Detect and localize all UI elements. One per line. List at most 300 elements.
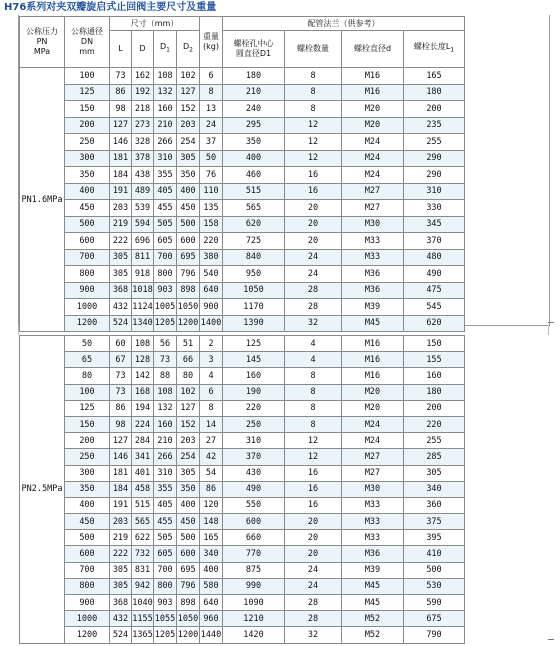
table-cell: 1155 — [132, 611, 154, 627]
table-cell: 168 — [132, 384, 154, 400]
table-cell: 490 — [404, 266, 465, 283]
table-cell: 200 — [65, 117, 110, 134]
table-cell: 28 — [285, 595, 342, 611]
table-cell: 191 — [110, 183, 132, 200]
table-cell: 696 — [132, 233, 154, 250]
table-cell: 1050 — [223, 282, 285, 299]
table-cell: 350 — [223, 134, 285, 151]
table-cell: 152 — [177, 101, 200, 118]
table-cell: 796 — [177, 266, 200, 283]
table-cell: 56 — [154, 336, 177, 352]
table-cell: 28 — [285, 611, 342, 627]
table-cell: 900 — [65, 595, 110, 611]
table-cell: 219 — [110, 530, 132, 546]
table-cell: M16 — [342, 368, 404, 384]
table-cell: 410 — [404, 546, 465, 562]
table-cell: M52 — [342, 611, 404, 627]
table-cell: 1365 — [132, 627, 154, 643]
table-cell: 600 — [177, 233, 200, 250]
table-cell: 530 — [404, 578, 465, 594]
table-cell: 831 — [132, 562, 154, 578]
page-title: H76系列对夹双瓣旋启式止回阀主要尺寸及重量 — [4, 2, 217, 13]
table-cell: 725 — [223, 233, 285, 250]
table-cell: 400 — [223, 150, 285, 167]
table-cell: 1090 — [223, 595, 285, 611]
table-cell: 380 — [200, 249, 223, 266]
table-cell: 500 — [177, 530, 200, 546]
table-cell: M24 — [342, 433, 404, 449]
table-cell: 218 — [132, 101, 154, 118]
table-cell: 210 — [223, 84, 285, 101]
table-cell: 305 — [177, 150, 200, 167]
table-cell: M39 — [342, 562, 404, 578]
table-cell: 490 — [223, 481, 285, 497]
table-cell: 132 — [154, 84, 177, 101]
table-cell: 1000 — [65, 299, 110, 316]
table-cell: 125 — [65, 400, 110, 416]
table-cell: 42 — [200, 449, 223, 465]
header-d2: $D_2$ — [177, 31, 200, 68]
table-cell: 500 — [404, 562, 465, 578]
table-cell: 12 — [285, 134, 342, 151]
table-row — [20, 611, 465, 627]
table-cell: 605 — [154, 546, 177, 562]
table-cell: 918 — [132, 266, 154, 283]
table-cell: 102 — [177, 68, 200, 85]
table-cell: 8 — [285, 68, 342, 85]
table-cell: 235 — [404, 117, 465, 134]
table-cell: 640 — [200, 282, 223, 299]
table-cell: 184 — [110, 481, 132, 497]
table-cell: 254 — [177, 134, 200, 151]
table-row — [20, 416, 465, 432]
table-cell: 600 — [223, 514, 285, 530]
table-cell: 24 — [285, 249, 342, 266]
table-cell: 16 — [285, 465, 342, 481]
table-cell: 220 — [223, 400, 285, 416]
table-cell: 88 — [154, 368, 177, 384]
header-l: L — [110, 31, 132, 68]
table-row — [20, 84, 465, 101]
table-cell: 12 — [285, 449, 342, 465]
table-cell: 1420 — [223, 627, 285, 643]
table-cell: 310 — [223, 433, 285, 449]
table-cell: 150 — [65, 416, 110, 432]
table-row — [20, 449, 465, 465]
table-cell: 20 — [285, 200, 342, 217]
table-cell: 8 — [285, 384, 342, 400]
table-cell: 800 — [65, 266, 110, 283]
table-row — [20, 266, 465, 283]
header-d: D — [132, 31, 154, 68]
table-cell: 328 — [132, 134, 154, 151]
table-cell: M30 — [342, 481, 404, 497]
table-cell: 455 — [154, 514, 177, 530]
table-cell: 580 — [200, 578, 223, 594]
table-cell: M45 — [342, 315, 404, 332]
table-cell: 194 — [132, 400, 154, 416]
table-cell: 203 — [110, 514, 132, 530]
table-cell: 100 — [65, 68, 110, 85]
table-row — [20, 514, 465, 530]
table-row — [20, 481, 465, 497]
table-row — [20, 117, 465, 134]
table-cell: M16 — [342, 68, 404, 85]
table-cell: 900 — [200, 299, 223, 316]
table-cell: 400 — [65, 183, 110, 200]
table-cell: 305 — [404, 465, 465, 481]
table-cell: 14 — [200, 416, 223, 432]
table-cell: 368 — [110, 282, 132, 299]
table-cell: 489 — [132, 183, 154, 200]
table-cell: M33 — [342, 497, 404, 513]
header-dn: 公称通径 DN mm — [65, 17, 110, 68]
table-cell: 12 — [285, 150, 342, 167]
table-cell: 450 — [65, 200, 110, 217]
table-cell: 203 — [110, 200, 132, 217]
table-cell: 875 — [223, 562, 285, 578]
table-row — [20, 546, 465, 562]
table-cell: M33 — [342, 233, 404, 250]
table-cell: 950 — [223, 266, 285, 283]
table-cell: 190 — [223, 384, 285, 400]
table-cell: 28 — [285, 299, 342, 316]
table-cell: 515 — [223, 183, 285, 200]
table-cell: 1440 — [200, 627, 223, 643]
table-body-pn25 — [20, 336, 465, 644]
table-cell: 700 — [154, 249, 177, 266]
table-cell: 594 — [132, 216, 154, 233]
table-cell: 370 — [223, 449, 285, 465]
table-cell: 370 — [404, 233, 465, 250]
table-cell: 8 — [200, 400, 223, 416]
table-cell: M36 — [342, 266, 404, 283]
table-cell: 285 — [404, 449, 465, 465]
table-cell: M27 — [342, 183, 404, 200]
table-cell: 360 — [404, 497, 465, 513]
table-cell: 432 — [110, 299, 132, 316]
table-cell: 524 — [110, 315, 132, 332]
table-cell: 12 — [285, 117, 342, 134]
table-row — [20, 465, 465, 481]
table-cell: 54 — [200, 465, 223, 481]
table-cell: 330 — [404, 200, 465, 217]
table-cell: M24 — [342, 150, 404, 167]
table-row — [20, 336, 465, 352]
table-cell: 127 — [110, 433, 132, 449]
table-cell: 240 — [223, 101, 285, 118]
table-cell: 284 — [132, 433, 154, 449]
table-cell: 350 — [65, 167, 110, 184]
table-cell: 600 — [65, 233, 110, 250]
table-cell: 540 — [200, 266, 223, 283]
table-cell: 368 — [110, 595, 132, 611]
table-cell: 400 — [177, 183, 200, 200]
table-row — [20, 400, 465, 416]
table-cell: 180 — [223, 68, 285, 85]
table-row — [20, 315, 465, 332]
table-cell: 73 — [110, 384, 132, 400]
header-d1: $D_1$ — [154, 31, 177, 68]
table-cell: 181 — [110, 465, 132, 481]
table-cell: 700 — [65, 562, 110, 578]
table-cell: 73 — [154, 352, 177, 368]
table-cell: 942 — [132, 578, 154, 594]
table-cell: 160 — [154, 101, 177, 118]
table-cell: 840 — [223, 249, 285, 266]
table-cell: 181 — [110, 150, 132, 167]
table-cell: 250 — [223, 416, 285, 432]
table-cell: 800 — [154, 578, 177, 594]
table-cell: 305 — [177, 465, 200, 481]
table-cell: M20 — [342, 384, 404, 400]
table-cell: 898 — [177, 282, 200, 299]
dimension-table-pn25 — [19, 335, 465, 644]
table-cell: 13 — [200, 101, 223, 118]
table-cell: 162 — [132, 68, 154, 85]
table-cell: 898 — [177, 595, 200, 611]
table-cell: 305 — [110, 562, 132, 578]
table-cell: 1400 — [200, 315, 223, 332]
table-row — [20, 200, 465, 217]
table-cell: M27 — [342, 449, 404, 465]
table-cell: 2 — [200, 336, 223, 352]
table-row — [20, 368, 465, 384]
table-cell: 160 — [404, 368, 465, 384]
table-cell: 145 — [223, 352, 285, 368]
table-row — [20, 68, 465, 85]
table-cell: 811 — [132, 249, 154, 266]
table-body-pn16 — [20, 68, 465, 332]
table-cell: 37 — [200, 134, 223, 151]
table-cell: 903 — [154, 282, 177, 299]
table-cell: 108 — [154, 384, 177, 400]
table-row — [20, 183, 465, 200]
table-cell: 400 — [200, 562, 223, 578]
table-cell: 135 — [200, 200, 223, 217]
table-cell: 305 — [110, 578, 132, 594]
table-cell: M33 — [342, 530, 404, 546]
table-cell: M36 — [342, 282, 404, 299]
table-cell: 565 — [223, 200, 285, 217]
table-cell: 620 — [223, 216, 285, 233]
table-cell: 108 — [154, 68, 177, 85]
table-cell: 210 — [154, 433, 177, 449]
table-cell: 66 — [177, 352, 200, 368]
table-cell: 350 — [177, 481, 200, 497]
table-cell: 128 — [132, 352, 154, 368]
table-cell: 395 — [404, 530, 465, 546]
table-cell: 86 — [110, 400, 132, 416]
table-cell: M16 — [342, 352, 404, 368]
header-pressure: 公称压力 PN MPa — [20, 17, 65, 68]
table-cell: 20 — [285, 514, 342, 530]
table-cell: 8 — [285, 368, 342, 384]
table-row — [20, 134, 465, 151]
table-cell: M33 — [342, 514, 404, 530]
table-cell: 345 — [404, 216, 465, 233]
table-cell: 210 — [154, 117, 177, 134]
table-cell: 378 — [132, 150, 154, 167]
table-cell: 340 — [404, 481, 465, 497]
table-cell: 158 — [200, 216, 223, 233]
table-cell: 1000 — [65, 611, 110, 627]
table-cell: M27 — [342, 465, 404, 481]
table-row — [20, 167, 465, 184]
page-gap-line — [548, 325, 549, 335]
table-cell: M45 — [342, 578, 404, 594]
table-cell: 1200 — [177, 315, 200, 332]
table-cell: 430 — [223, 465, 285, 481]
table-cell: 295 — [223, 117, 285, 134]
table-cell: 24 — [200, 117, 223, 134]
table-cell: 200 — [404, 101, 465, 118]
table-cell: 16 — [285, 183, 342, 200]
dimension-table-pn16 — [19, 16, 465, 332]
table-cell: 550 — [223, 497, 285, 513]
table-cell: 86 — [110, 84, 132, 101]
table-cell: 73 — [110, 368, 132, 384]
table-cell: 160 — [154, 416, 177, 432]
table-cell: 290 — [404, 150, 465, 167]
table-cell: 65 — [65, 352, 110, 368]
table-cell: M52 — [342, 627, 404, 643]
table-cell: M27 — [342, 200, 404, 217]
table-cell: 203 — [177, 117, 200, 134]
table-cell: 250 — [65, 134, 110, 151]
table-cell: 20 — [285, 530, 342, 546]
table-row — [20, 299, 465, 316]
table-cell: 695 — [177, 562, 200, 578]
table-cell: 8 — [285, 101, 342, 118]
table-cell: 1200 — [65, 627, 110, 643]
table-cell: 660 — [223, 530, 285, 546]
table-cell: M45 — [342, 595, 404, 611]
table-cell: M16 — [342, 336, 404, 352]
table-cell: 3 — [200, 352, 223, 368]
table-cell: 1200 — [65, 315, 110, 332]
table-cell: 375 — [404, 514, 465, 530]
table-cell: 110 — [200, 183, 223, 200]
table-cell: 600 — [65, 546, 110, 562]
table-cell: 146 — [110, 134, 132, 151]
table-row — [20, 578, 465, 594]
table-cell: 1040 — [132, 595, 154, 611]
table-cell: 98 — [110, 416, 132, 432]
table-cell: 1124 — [132, 299, 154, 316]
table-cell: 524 — [110, 627, 132, 643]
table-cell: 32 — [285, 627, 342, 643]
table-cell: 50 — [65, 336, 110, 352]
table-cell: 458 — [132, 481, 154, 497]
table-cell: 273 — [132, 117, 154, 134]
table-row — [20, 595, 465, 611]
table-cell: 341 — [132, 449, 154, 465]
table-cell: 539 — [132, 200, 154, 217]
table-cell: 300 — [65, 465, 110, 481]
header-size: 尺寸（mm） — [110, 17, 200, 31]
table-row — [20, 530, 465, 546]
table-cell: 192 — [132, 84, 154, 101]
table-cell: 80 — [65, 368, 110, 384]
table-cell: 222 — [110, 233, 132, 250]
table-cell: 480 — [404, 249, 465, 266]
table-cell: 605 — [154, 233, 177, 250]
table-cell: 400 — [65, 497, 110, 513]
header-bolt-qty: 螺栓数量 — [285, 31, 342, 68]
table-cell: 700 — [65, 249, 110, 266]
table-cell: 1205 — [154, 627, 177, 643]
table-cell: 150 — [65, 101, 110, 118]
table-cell: 266 — [154, 449, 177, 465]
table-cell: 27 — [200, 433, 223, 449]
table-cell: 108 — [132, 336, 154, 352]
table-cell: 24 — [285, 578, 342, 594]
pressure-cell: PN1.6MPa — [20, 68, 65, 332]
table-cell: M16 — [342, 84, 404, 101]
table-cell: 305 — [110, 249, 132, 266]
table-cell: 405 — [154, 183, 177, 200]
table-cell: 355 — [154, 167, 177, 184]
table-row — [20, 352, 465, 368]
table-cell: 28 — [285, 282, 342, 299]
table-cell: 132 — [154, 400, 177, 416]
page-edge-mark — [548, 639, 554, 640]
table-cell: 220 — [404, 416, 465, 432]
table-cell: 310 — [154, 150, 177, 167]
table-row — [20, 249, 465, 266]
table-cell: 219 — [110, 216, 132, 233]
table-row — [20, 562, 465, 578]
table-cell: 500 — [177, 216, 200, 233]
table-cell: 4 — [285, 336, 342, 352]
table-cell: 12 — [285, 433, 342, 449]
table-cell: 255 — [404, 134, 465, 151]
table-cell: 500 — [65, 216, 110, 233]
table-cell: 224 — [132, 416, 154, 432]
header-bolt-dia: 螺栓直径d — [342, 31, 404, 68]
table-cell: 800 — [65, 578, 110, 594]
table-cell: 6 — [200, 68, 223, 85]
header-bolt-circle: 螺栓孔中心 圆直径D1 — [223, 31, 285, 68]
table-cell: M20 — [342, 400, 404, 416]
table-cell: 1340 — [132, 315, 154, 332]
table-cell: 254 — [177, 449, 200, 465]
table-cell: 98 — [110, 101, 132, 118]
table-cell: 127 — [177, 84, 200, 101]
table-cell: 300 — [65, 150, 110, 167]
table-cell: 732 — [132, 546, 154, 562]
table-cell: 1390 — [223, 315, 285, 332]
table-cell: 903 — [154, 595, 177, 611]
table-cell: 180 — [404, 384, 465, 400]
table-row — [20, 101, 465, 118]
table-cell: 184 — [110, 167, 132, 184]
table-row — [20, 497, 465, 513]
table-cell: 450 — [65, 514, 110, 530]
pressure-cell: PN2.5MPa — [20, 336, 65, 644]
table-cell: M30 — [342, 216, 404, 233]
table-cell: M36 — [342, 546, 404, 562]
table-cell: 266 — [154, 134, 177, 151]
table-cell: 695 — [177, 249, 200, 266]
table-cell: 200 — [404, 400, 465, 416]
table-cell: M33 — [342, 249, 404, 266]
table-cell: 32 — [285, 315, 342, 332]
table-cell: 120 — [200, 497, 223, 513]
table-cell: 16 — [285, 167, 342, 184]
table-cell: 4 — [285, 352, 342, 368]
